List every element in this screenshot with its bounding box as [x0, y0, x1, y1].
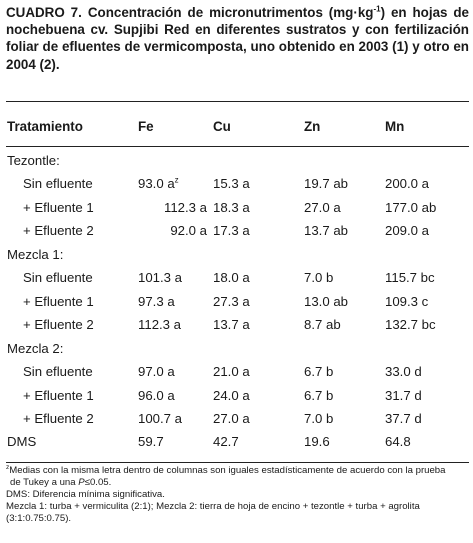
- header-cu: Cu: [213, 119, 231, 134]
- cell-fe-value: 112.3 a: [138, 317, 182, 333]
- cell-mn: 109.3 c: [385, 293, 429, 309]
- cell-cu: 42.7: [213, 434, 239, 450]
- treatment-label: + Efluente 2: [23, 317, 94, 333]
- cell-zn: 19.7 ab: [304, 176, 348, 192]
- cell-cu: 17.3 a: [213, 223, 250, 239]
- caption-text-b: ) en hojas de nochebuena cv. Supjibi Red en diferentes sustratos y con fertilización foliar de efluentes de vermicomposta, uno obtenido en 2003 (1) y otro en 2004 (2).: [6, 5, 470, 72]
- footnote-significance: [6, 465, 469, 477]
- cell-fe: [138, 294, 175, 309]
- cell-fe: [138, 411, 182, 426]
- cell-cu: 15.3 a: [213, 176, 250, 192]
- cell-fe-value: 96.0 a: [138, 387, 175, 403]
- caption-label: CUADRO 7.: [6, 5, 82, 20]
- group-label: Mezcla 2:: [7, 340, 64, 356]
- cell-fe-value: 59.7: [138, 434, 164, 450]
- cell-mn: 37.7 d: [385, 410, 422, 426]
- cell-cu: 18.3 a: [213, 199, 250, 215]
- cell-mn: 115.7 bc: [385, 270, 435, 286]
- cell-mn: 209.0 a: [385, 223, 429, 239]
- top-rule: [6, 101, 469, 102]
- dms-label: DMS: [7, 434, 37, 450]
- treatment-label: + Efluente 1: [23, 199, 94, 215]
- cell-mn: 132.7 bc: [385, 317, 436, 333]
- cell-zn: 6.7 b: [304, 387, 334, 403]
- cell-zn: 19.6: [304, 434, 330, 450]
- group-label: Mezcla 1:: [7, 246, 64, 262]
- cell-fe-value: 101.3 a: [138, 270, 182, 286]
- footnote-dms: DMS: Diferencia mínima significativa.: [6, 489, 165, 500]
- bottom-rule: [6, 462, 469, 463]
- cell-zn: 27.0 a: [304, 199, 341, 215]
- treatment-label: Sin efluente: [23, 270, 93, 286]
- footnote-p: P: [78, 477, 85, 488]
- table-row: [0, 388, 473, 410]
- treatment-label: + Efluente 2: [23, 223, 94, 239]
- cell-mn: 33.0 d: [385, 364, 422, 380]
- cell-mn: 177.0 ab: [385, 199, 437, 215]
- cell-fe-value: 100.7 a: [138, 410, 182, 426]
- cell-zn: 13.0 ab: [304, 293, 348, 309]
- caption-superscript: -1: [373, 4, 381, 14]
- footnote-marker: z: [6, 463, 10, 471]
- header-fe: Fe: [138, 119, 154, 134]
- footnote-line2b: ≤0.05.: [84, 477, 112, 488]
- header-tratamiento: Tratamiento: [7, 119, 83, 134]
- table-row: [0, 364, 473, 386]
- cell-mn: 200.0 a: [385, 176, 429, 192]
- cell-fe: [138, 364, 175, 379]
- cell-cu: 13.7 a: [213, 317, 250, 333]
- treatment-label: Sin efluente: [23, 176, 93, 192]
- cell-zn: 8.7 ab: [304, 317, 341, 333]
- cell-cu: 27.3 a: [213, 293, 250, 309]
- header-zn: Zn: [304, 119, 321, 134]
- cell-cu: 21.0 a: [213, 364, 250, 380]
- cell-fe-value: 97.3 a: [138, 293, 175, 309]
- cell-fe: [138, 388, 175, 403]
- cell-fe-value: 93.0 a: [138, 176, 175, 192]
- cell-cu: 24.0 a: [213, 387, 250, 403]
- cell-fe: [164, 200, 207, 215]
- cell-zn: 6.7 b: [304, 364, 334, 380]
- treatment-label: Sin efluente: [23, 364, 93, 380]
- table-row: [0, 200, 473, 222]
- header-mn: Mn: [385, 119, 405, 134]
- cell-fe: [138, 317, 181, 332]
- group-label: Tezontle:: [7, 153, 60, 168]
- cell-fe-value: 92.0 a: [170, 223, 207, 239]
- group-row: [0, 247, 473, 269]
- cell-cu: 27.0 a: [213, 410, 250, 426]
- caption-text-a: Concentración de micronutrimentos (mg·kg: [87, 5, 374, 20]
- group-row: [0, 153, 473, 175]
- treatment-label: + Efluente 1: [23, 387, 94, 403]
- table-row: [0, 176, 473, 198]
- cell-cu: 18.0 a: [213, 270, 250, 286]
- dms-row: [0, 434, 473, 456]
- cell-zn: 7.0 b: [304, 410, 334, 426]
- footnote-line1: Medias con la misma letra dentro de columnas son iguales estadísticamente de acuerdo con la prueba: [9, 465, 446, 476]
- cell-fe-value: 112.3 a: [163, 199, 207, 215]
- cell-fe: [138, 176, 179, 191]
- table-caption: [6, 4, 469, 73]
- cell-fe: [138, 270, 182, 285]
- group-row: [0, 341, 473, 363]
- header-rule: [6, 146, 469, 147]
- table-row: [0, 270, 473, 292]
- footnote-line2a: de Tukey a una: [10, 477, 79, 488]
- treatment-label: + Efluente 1: [23, 293, 94, 309]
- table-row: [0, 294, 473, 316]
- cell-mn: 64.8: [385, 434, 411, 450]
- cell-zn: 7.0 b: [304, 270, 334, 286]
- footnote-mixes: Mezcla 1: turba + vermiculita (2:1); Mezcla 2: tierra de hoja de encino + tezontle + turba + agrolita (3:1:0.75:0.75).: [6, 501, 420, 524]
- cell-zn: 13.7 ab: [304, 223, 348, 239]
- table-row: [0, 223, 473, 245]
- cell-mn: 31.7 d: [385, 387, 422, 403]
- cell-fe: [170, 223, 207, 238]
- cell-fe-value: 97.0 a: [138, 364, 175, 380]
- table-row: [0, 411, 473, 433]
- cell-fe: [138, 434, 164, 449]
- cell-fe-superscript: z: [174, 176, 179, 186]
- footnote-tukey: [6, 477, 469, 489]
- treatment-label: + Efluente 2: [23, 410, 94, 426]
- table-row: [0, 317, 473, 339]
- table-footnotes: [6, 465, 469, 525]
